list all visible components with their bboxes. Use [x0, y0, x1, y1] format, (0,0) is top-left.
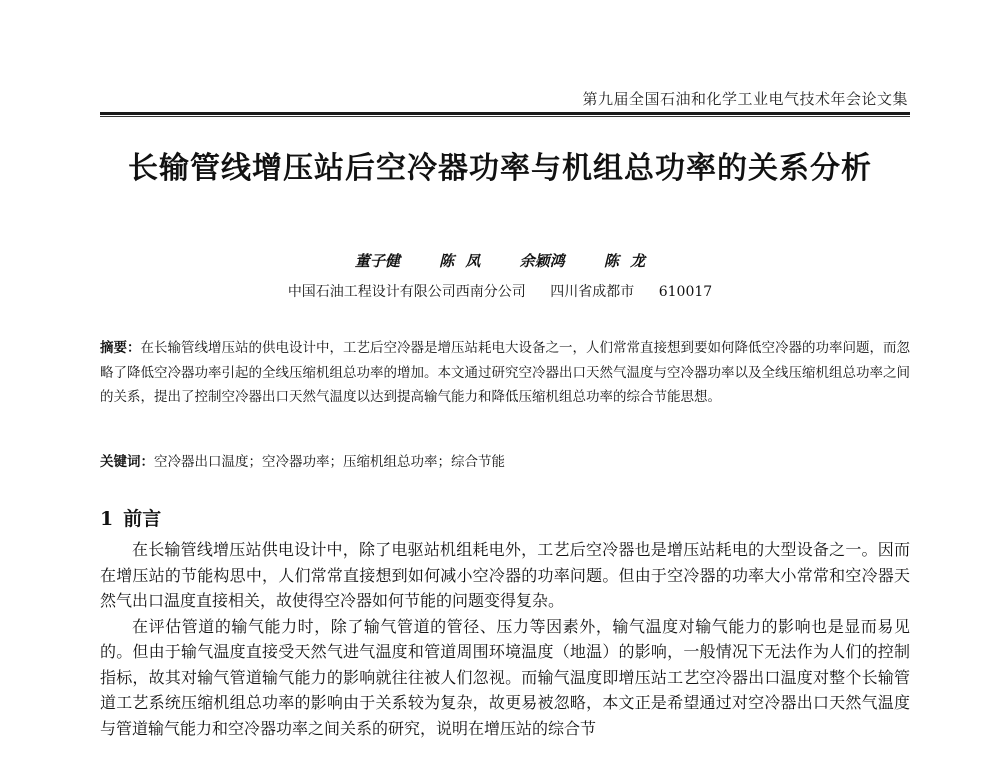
author: 陈 凤 [439, 252, 481, 270]
section-body [100, 537, 910, 741]
paper-title: 长输管线增压站后空冷器功率与机组总功率的关系分析 [128, 151, 872, 186]
abstract [100, 336, 910, 410]
affiliation [0, 281, 1000, 301]
body-paragraph: 在长输管线增压站供电设计中，除了电驱站机组耗电外，工艺后空冷器也是增压站耗电的大型设备之一。因而在增压站的节能构思中，人们常常直接想到如何减小空冷器的功率问题。但由于空冷器的功率大小常常和空冷器天然气出口温度直接相关，故使得空冷器如何节能的问题变得复杂。 [100, 540, 910, 610]
header-rule-thin [100, 116, 910, 117]
abstract-text: 在长输管线增压站的供电设计中，工艺后空冷器是增压站耗电大设备之一，人们常常直接想到要如何降低空冷器的功率问题，而忽略了降低空冷器功率引起的全线压缩机组总功率的增加。本文通过研究空冷器出口天然气温度与空冷器功率以及全线压缩机组总功率之间的关系，提出了控制空冷器出口天然气温度以达到提高输气能力和降低压缩机组总功率的综合节能思想。 [100, 340, 910, 405]
section-heading [100, 504, 171, 531]
keywords-label: 关键词： [100, 454, 154, 470]
section-number: 1 [100, 508, 114, 530]
author: 陈 龙 [603, 252, 646, 270]
abstract-label: 摘要： [100, 340, 141, 356]
running-header: 第九届全国石油和化学工业电气技术年会论文集 [582, 90, 908, 108]
affiliation-city: 四川省成都市 [550, 284, 635, 300]
affiliation-org: 中国石油工程设计有限公司西南分公司 [287, 284, 526, 300]
keywords [100, 450, 910, 474]
author: 董子健 [354, 252, 400, 270]
keywords-text: 空冷器出口温度；空冷器功率；压缩机组总功率；综合节能 [154, 454, 505, 470]
author: 余颖鸿 [519, 252, 565, 270]
header-rule [100, 112, 910, 115]
body-paragraph: 在评估管道的输气能力时，除了输气管道的管径、压力等因素外，输气温度对输气能力的影响也是显而易见的。但由于输气温度直接受天然气进气温度和管道周围环境温度（地温）的影响，一般情况下无法作为人们的控制指标，故其对输气管道输气能力的影响就往往被人们忽视。而输气温度即增压站工艺空冷器出口温度对整个长输管道工艺系统压缩机组总功率的影响由于关系较为复杂，故更易被忽略，本文正是希望通过对空冷器出口天然气温度与管道输气能力和空冷器功率之间关系的研究，说明在增压站的综合节 [100, 616, 910, 738]
affiliation-postcode: 610017 [658, 284, 713, 300]
author-list [0, 250, 1000, 271]
section-title: 前言 [123, 508, 162, 530]
